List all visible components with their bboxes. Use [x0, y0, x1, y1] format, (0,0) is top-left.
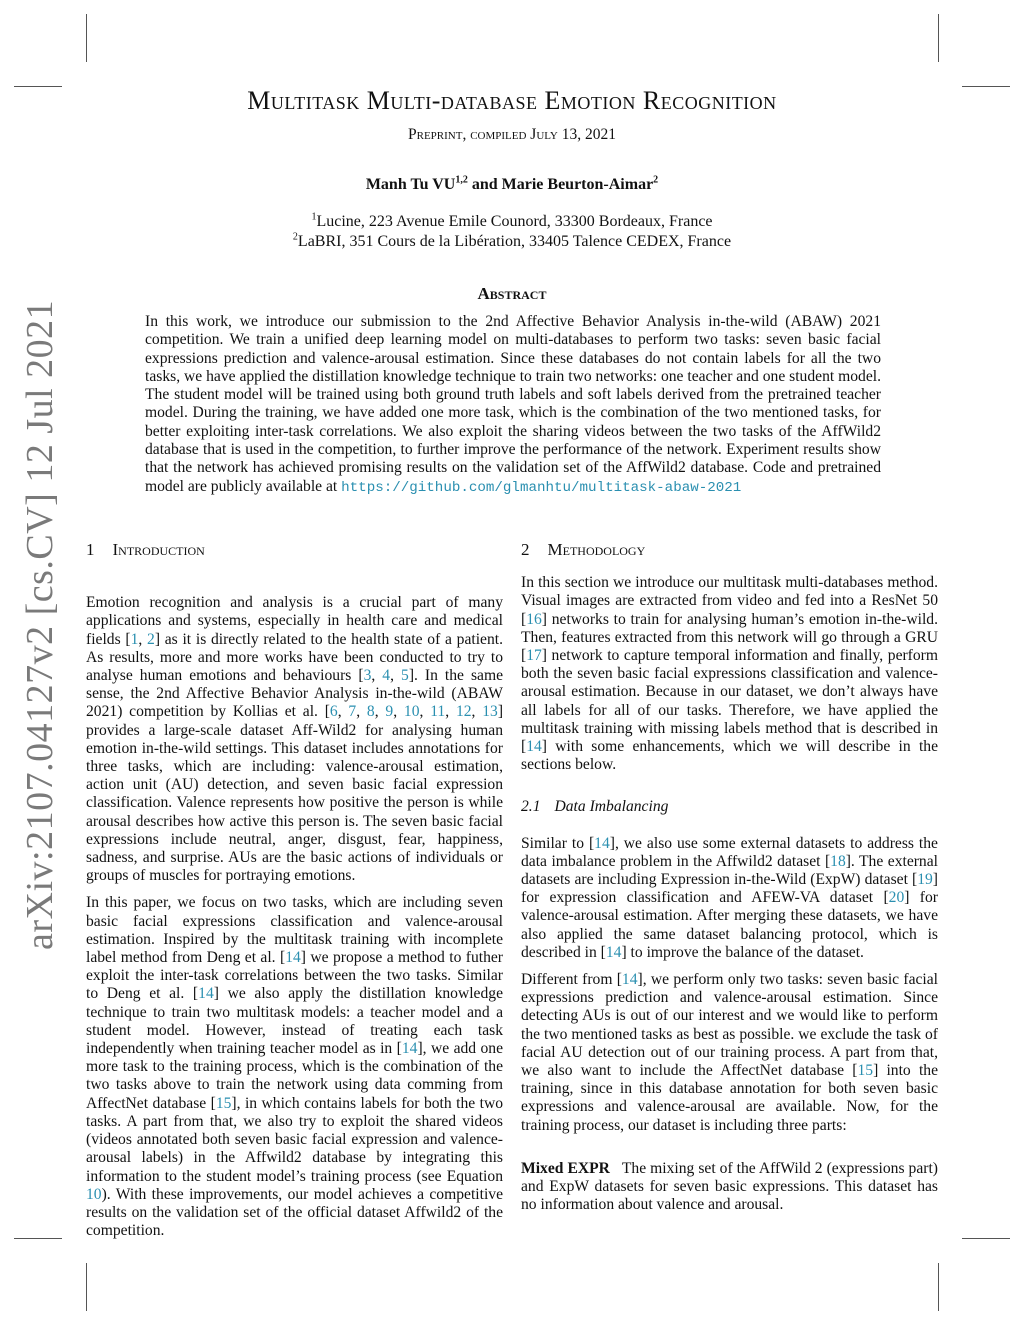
citation-link[interactable]: 5 — [401, 667, 409, 685]
paragraph-text: ] for valence-arousal estimation. After merging these datasets, we have also applied the same dataset balancing protocol, which is described in [ — [521, 889, 938, 961]
affil-sup: 1 — [311, 211, 317, 223]
paragraph — [521, 835, 938, 962]
paragraph — [521, 1160, 938, 1215]
paragraph-text: , — [138, 630, 148, 648]
preprint-line: Preprint, compiled July 13, 2021 — [408, 126, 616, 143]
crop-mark — [938, 1263, 939, 1311]
citation-link[interactable]: 20 — [888, 889, 905, 907]
paragraph-text: ). With these improvements, our model achieves a competitive results on the validation set of the official dataset Affwild2 of the competition. — [86, 1185, 503, 1240]
citation-link[interactable]: 17 — [526, 647, 542, 665]
right-column — [521, 541, 938, 1224]
citation-link[interactable]: 19 — [917, 871, 933, 889]
paragraph-text: , — [419, 703, 431, 721]
crop-mark — [14, 1238, 62, 1239]
citation-link[interactable]: 18 — [830, 852, 846, 870]
citation-link[interactable]: 6 — [329, 703, 338, 721]
affil-text: LaBRI, 351 Cours de la Libération, 33405 Talence CEDEX, France — [297, 233, 732, 250]
paragraph-text: In this section we introduce our multitask multi-databases method. Visual images are extracted from video and fed into a ResNet 50 [ — [521, 574, 938, 628]
arxiv-identifier: arXiv:2107.04127v2 [cs.CV] 12 Jul 2021 — [19, 299, 61, 950]
subsection-title: Data Imbalancing — [554, 798, 669, 816]
citation-link[interactable]: 14 — [605, 943, 622, 961]
paragraph-text: , — [374, 703, 386, 721]
paragraph — [86, 894, 503, 1240]
section-number: 1 — [86, 540, 95, 559]
paragraph-text: In this paper, we focus on two tasks, which are including seven basic facial expressions classification and valence-arousal estimation. Inspired by the multitask training with incomplete label method from Deng et al. [ — [86, 894, 503, 967]
paragraph-text: ] we also apply the distillation knowledge technique to train two multitask models: a teacher model and a student model. However, instead of treating each task independently when training teacher model as in [ — [86, 985, 503, 1058]
paragraph-text: ] provides a large-scale dataset Aff-Wild2 for analysing human emotion in-the-wild settings. This dataset includes annotations for three tasks, which are including: valence-arousal estimation, action unit (AU) detection, and seven basic facial expression classification. Valence represents how positive the person is while arousal describes how active this person is. The seven basic facial expressions include neutral, anger, disgust, fear, happiness, sadness, and surprise. AUs are the basic actions of individuals or groups of muscles for portraying emotions. — [86, 703, 504, 885]
citation-link[interactable]: 10 — [86, 1185, 102, 1203]
abstract-text: In this work, we introduce our submission to the 2nd Affective Behavior Analysis in-the-wild (ABAW) 2021 competition. We train a unified deep learning model on multi-databases to perform two tasks: seven basic facial expressions prediction and valence-arousal estimation. Since these databases do not contain labels for all the two tasks, we have applied the distillation knowledge technique to train two networks: one teacher and one student model. The student model will be trained using both ground truth labels and soft labels derived from the pretrained teacher model. During the training, we have added one more task, which is the combination of the two mentioned tasks, for better exploiting inter-task correlations. We also exploit the sharing videos between the two tasks of the AffWild2 database that is used in the competition, to further improve the performance of the network. Experiment results show that the network has achieved promising results on the validation set of the AffWild2 database. Code and pretrained model are publicly available at — [145, 313, 881, 495]
crop-mark — [962, 1238, 1010, 1239]
paragraph-text: , — [393, 703, 404, 721]
paragraph-text: ] as it is directly related to the health state of a patient. As results, more and more works have been conducted to try to analyse human emotions and behaviours [ — [86, 630, 503, 685]
affiliation-line — [0, 212, 1024, 232]
paragraph-text: Different from [ — [521, 971, 622, 989]
citation-link[interactable]: 1 — [130, 630, 139, 648]
paragraph-text: Similar to [ — [521, 834, 595, 852]
crop-mark — [86, 14, 87, 62]
paragraph — [521, 971, 938, 1135]
affil-sup: 2 — [292, 231, 298, 243]
citation-link[interactable]: 11 — [430, 703, 446, 721]
paragraph — [86, 594, 503, 885]
citation-link[interactable]: 16 — [526, 610, 542, 628]
citation-link[interactable]: 12 — [455, 703, 472, 721]
subsection-heading — [521, 798, 938, 816]
citation-link[interactable]: 14 — [285, 949, 301, 967]
author-separator: and — [467, 176, 502, 193]
paper-title: Multitask Multi-database Emotion Recognition — [247, 86, 777, 115]
citation-link[interactable]: 14 — [198, 985, 214, 1003]
citation-link[interactable]: 14 — [401, 1040, 418, 1058]
author-name: Marie Beurton-Aimar — [501, 176, 654, 193]
paragraph-text: , — [356, 703, 367, 721]
citation-link[interactable]: 14 — [621, 971, 638, 989]
run-in-heading: Mixed EXPR — [521, 1159, 610, 1177]
paragraph-text: ] with some enhancements, which we will describe in the sections below. — [521, 738, 938, 774]
paragraph-text: The mixing set of the AffWild 2 (expressions part) and ExpW datasets for seven basic expressions. This dataset has no information about valence and arousal. — [521, 1159, 938, 1214]
section-title: Methodology — [547, 540, 646, 559]
paragraph-text: ] into the training, since in this database annotation for both seven basic expressions and valence-arousal are available. Now, for the training process, our dataset is including three parts: — [521, 1062, 938, 1134]
code-url-link[interactable]: https://github.com/glmanhtu/multitask-abaw-2021 — [341, 479, 742, 496]
paragraph-text: , — [445, 703, 456, 721]
citation-link[interactable]: 15 — [857, 1062, 874, 1080]
affil-text: Lucine, 223 Avenue Emile Counord, 33300 Bordeaux, France — [316, 213, 713, 230]
crop-mark — [938, 14, 939, 62]
section-number: 2 — [521, 540, 530, 559]
paragraph-text: ] we propose a method to futher exploit the inter-task correlations between the two tasks. Similar to Deng et al. [ — [86, 949, 503, 1003]
crop-mark — [86, 1263, 87, 1311]
citation-link[interactable]: 13 — [482, 703, 498, 721]
author-name: Manh Tu VU — [365, 176, 456, 193]
citation-link[interactable]: 2 — [147, 630, 155, 648]
citation-link[interactable]: 7 — [348, 703, 357, 721]
paragraph-text: ], we also use some external datasets to address the data imbalance problem in the Affwild2 dataset [ — [521, 834, 938, 870]
citation-link[interactable]: 10 — [403, 703, 420, 721]
citation-link[interactable]: 8 — [366, 703, 375, 721]
paragraph-text: ], we add one more task to the training process, which is the combination of the two tasks above to train the network using data comming from AffectNet database [ — [86, 1040, 504, 1112]
citation-link[interactable]: 4 — [382, 667, 391, 685]
section-title: Introduction — [112, 540, 205, 559]
paragraph-text: , — [390, 667, 402, 685]
paragraph-text: ]. In the same sense, the 2nd Affective Behavior Analysis in-the-wild (ABAW 2021) competition by Kollias et al. [ — [86, 667, 504, 721]
paragraph-text: ]. The external datasets are including Expression in-the-Wild (ExpW) dataset [ — [521, 852, 938, 889]
author-affil-sup: 1,2 — [455, 174, 468, 186]
abstract-heading: Abstract — [477, 284, 547, 303]
author-list — [0, 176, 1024, 194]
paragraph — [521, 574, 938, 774]
paragraph-text: , — [471, 703, 483, 721]
subsection-number: 2.1 — [521, 798, 541, 816]
citation-link[interactable]: 14 — [594, 834, 610, 852]
citation-link[interactable]: 15 — [215, 1094, 232, 1112]
paragraph-text: , — [371, 667, 383, 685]
affiliation-line — [0, 232, 1024, 252]
paragraph-text: ] for expression classification and AFEW-VA dataset [ — [521, 871, 938, 907]
section-heading — [521, 541, 938, 559]
paragraph-text: ], in which contains labels for both the two tasks. A part from that, we also try to exploit the shared videos (videos annotated both seven basic facial expression and valence-arousal labels) in the Affwild2 database by integrating this information to the student model’s training process (see Equation — [86, 1094, 503, 1185]
left-column — [86, 541, 503, 1249]
citation-link[interactable]: 3 — [363, 667, 372, 685]
affiliations — [0, 212, 1024, 252]
citation-link[interactable]: 9 — [385, 703, 394, 721]
author-affil-sup: 2 — [653, 174, 659, 186]
abstract-body — [145, 313, 881, 497]
paragraph-text: , — [337, 703, 349, 721]
paragraph-text: ] to improve the balance of the dataset. — [621, 943, 864, 961]
citation-link[interactable]: 14 — [526, 738, 542, 756]
paragraph-text: ] network to capture temporal information and finally, perform both the seven basic facial expressions classification and valence-arousal estimation. Because in our dataset, we don’t always have all labels for all of our tasks. Therefore, we have applied the multitask training with missing labels method that is described in [ — [521, 647, 938, 756]
paragraph-text: Emotion recognition and analysis is a crucial part of many applications and systems, especially in health care and medical fields [ — [86, 594, 503, 648]
section-heading — [86, 541, 503, 559]
paragraph-text: ], we perform only two tasks: seven basic facial expressions prediction and valence-arousal estimation. Since detecting AUs is out of our interest and we would like to perform the two mentioned tasks as best as possible. we exclude the task of facial AU detection out of our training process. A part from that, we also want to include the AffectNet database [ — [521, 971, 938, 1080]
paragraph-text: ] networks to train for analysing human’s emotion in-the-wild. Then, features extracted from this network will go through a GRU [ — [521, 610, 938, 665]
